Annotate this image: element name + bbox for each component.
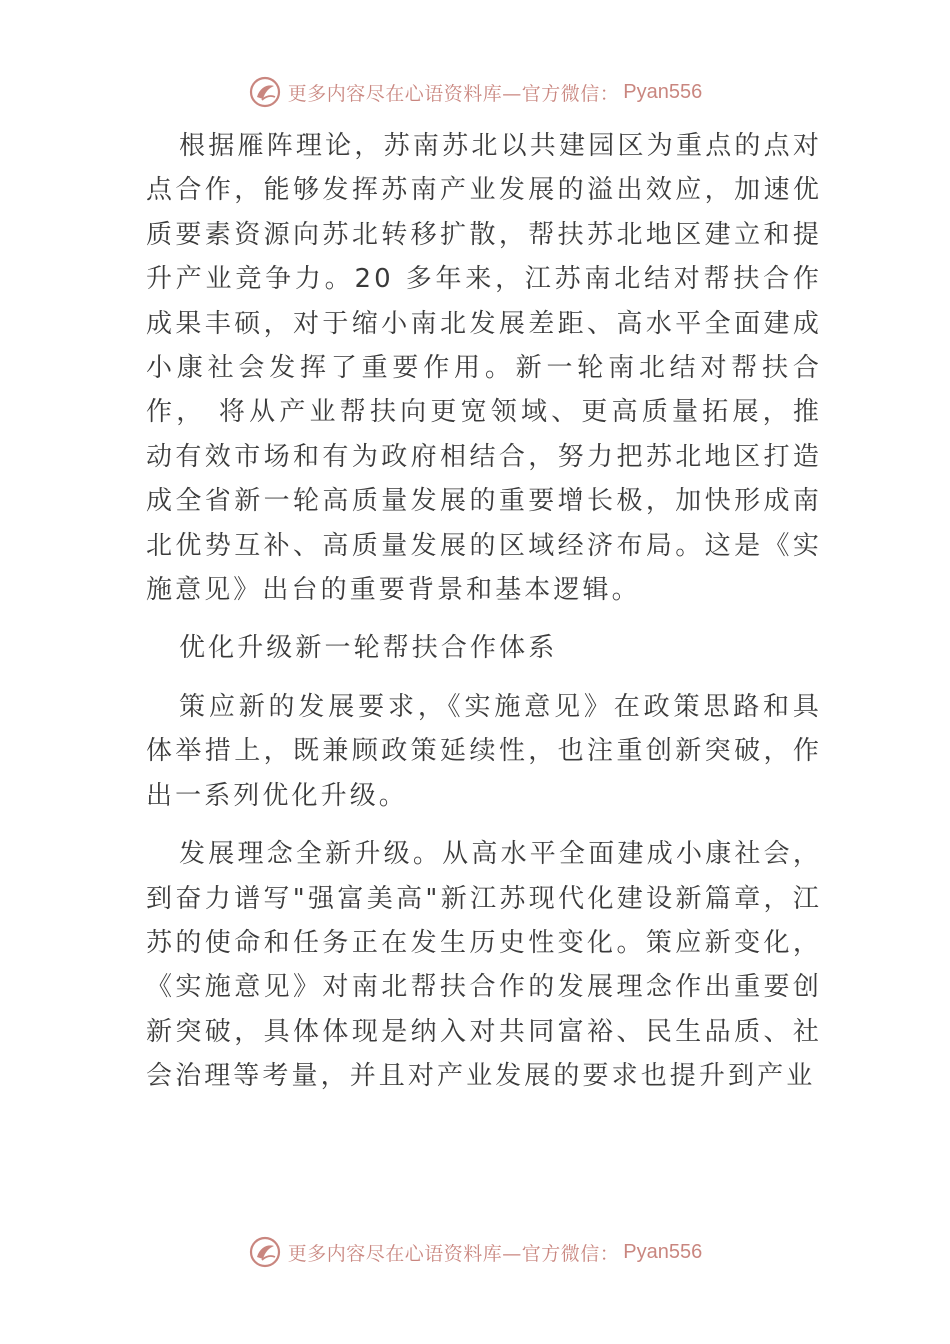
header-watermark: [0, 72, 950, 112]
watermark-wechat-id: Pyan556: [623, 1240, 703, 1263]
watermark-wechat-id: Pyan556: [623, 80, 703, 103]
brand-logo-icon: [248, 75, 282, 109]
footer-watermark: [0, 1232, 950, 1272]
paragraph-concept-upgrade: 发展理念全新升级。从高水平全面建成小康社会，到奋力谱写"强富美高"新江苏现代化建设新篇章，江苏的使命和任务正在发生历史性变化。策应新变化，《实施意见》对南北帮扶合作的发展理念作出重要创新突破，具体体现是纳入对共同富裕、民生品质、社会治理等考量，并且对产业发展的要求也提升到产业: [146, 839, 822, 1092]
watermark-text: 更多内容尽在心语资料库—官方微信：: [287, 82, 620, 105]
brand-logo-icon: [248, 1235, 282, 1269]
watermark-text: 更多内容尽在心语资料库—官方微信：: [287, 1242, 620, 1265]
section-heading: 优化升级新一轮帮扶合作体系: [179, 633, 558, 664]
document-body: [146, 124, 822, 1113]
paragraph-background: 根据雁阵理论，苏南苏北以共建园区为重点的点对点合作，能够发挥苏南产业发展的溢出效应，加速优质要素资源向苏北转移扩散，帮扶苏北地区建立和提升产业竞争力。20 多年来，江苏南北结对帮扶合作成果丰硕，对于缩小南北发展差距、高水平全面建成小康社会发挥了重要作用。新一轮南北结对帮扶合作， 将从产业帮扶向更宽领域、更高质量拓展，推动有效市场和有为政府相结合，努力把苏北地区打造成全省新一轮高质量发展的重要增长极，加快形成南北优势互补、高质量发展的区域经济布局。这是《实施意见》出台的重要背景和基本逻辑。: [146, 131, 822, 606]
paragraph-requirements: 策应新的发展要求，《实施意见》在政策思路和具体举措上，既兼顾政策延续性，也注重创新突破，作出一系列优化升级。: [146, 691, 822, 811]
